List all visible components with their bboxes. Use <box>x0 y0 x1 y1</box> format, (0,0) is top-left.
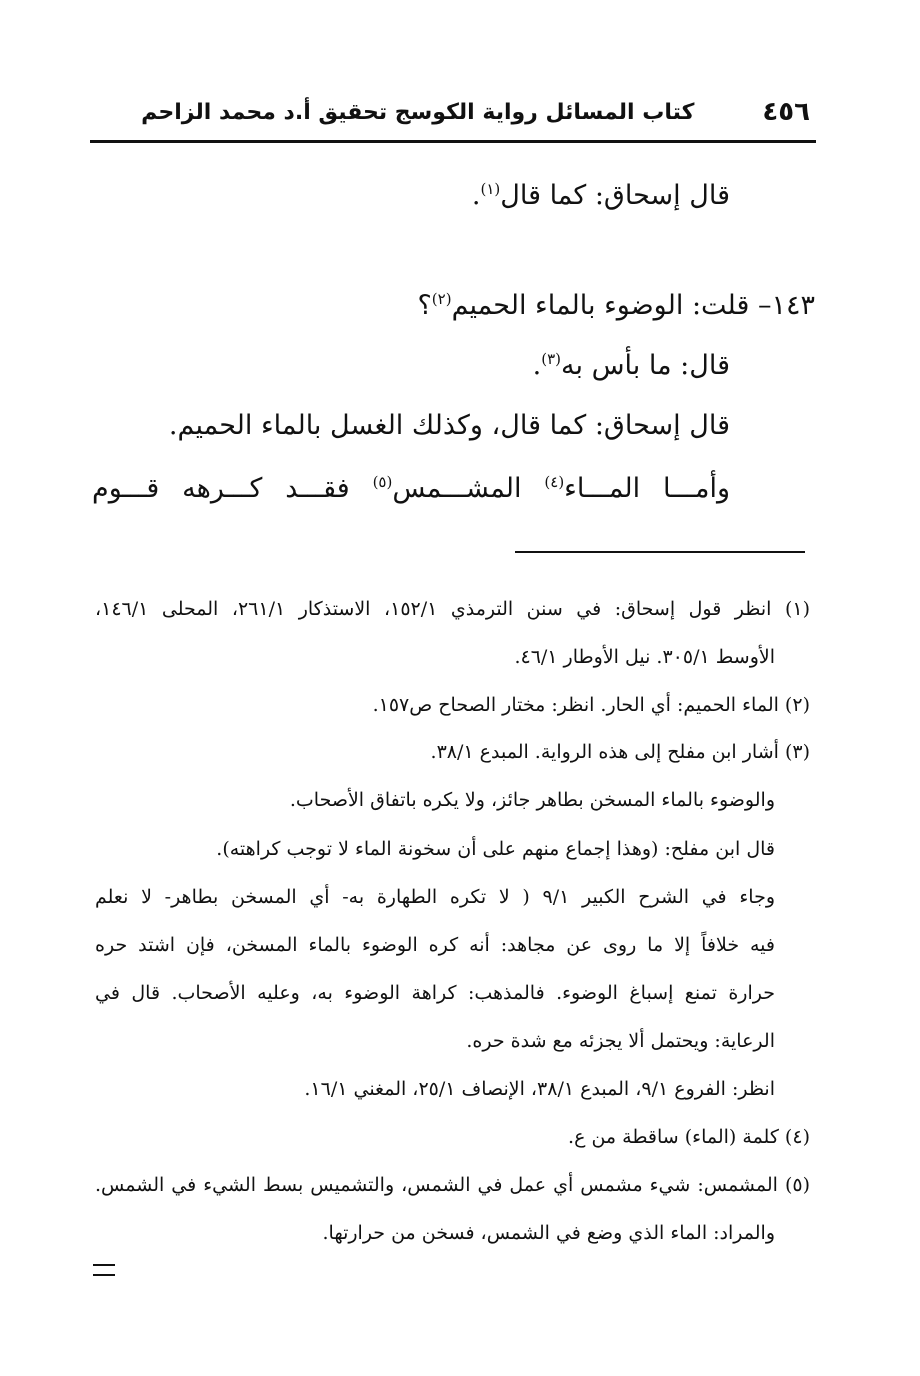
footnote-3-line-8: انظر: الفروع ٩/١، المبدع ٣٨/١، الإنصاف ٢٥/١، المغني ١٦/١. <box>304 1078 775 1100</box>
footnote-1-line-1: (١) انظر قول إسحاق: في سنن الترمذي ١٥٢/١، الاستذكار ٢٦١/١، المحلى ١٤٦/١، <box>95 598 811 620</box>
header-rule <box>90 140 816 143</box>
footnote-3-line-1: (٣) أشار ابن مفلح إلى هذه الرواية. المبدع ٣٨/١. <box>430 741 810 763</box>
footnote-3-line-7: الرعاية: ويحتمل ألا يجزئه مع شدة حره. <box>466 1030 775 1052</box>
footnote-ref-3[interactable]: (٣) <box>541 350 562 368</box>
footnote-2: (٢) الماء الحميم: أي الحار. انظر: مختار الصحاح ص١٥٧. <box>372 694 810 716</box>
footnote-1-line-2: الأوسط ٣٠٥/١. نيل الأوطار ٤٦/١. <box>514 646 775 668</box>
page-number: ٤٥٦ <box>762 97 810 127</box>
footnote-3-line-4: وجاء في الشرح الكبير ٩/١ ( لا تكره الطهارة به- أي المسخن بطاهر- لا نعلم <box>95 886 775 908</box>
footnote-3-line-3: قال ابن مفلح: (وهذا إجماع منهم على أن سخونة الماء لا توجب كراهته). <box>216 838 775 860</box>
footnote-ref-5[interactable]: (٥) <box>372 473 393 491</box>
answer-line: قال: ما بأس به$^{(٣)}$. <box>532 350 730 381</box>
footnote-separator <box>515 551 805 553</box>
main-line-sun-water: وأمـــا المـــاء$^{(٤)}$ المشـــمس$^{(٥)}$ فقـــد كـــرهه قـــوم <box>92 473 730 504</box>
footnote-ref-1[interactable]: (١) <box>480 180 501 198</box>
footnote-ref-4[interactable]: (٤) <box>544 473 565 491</box>
main-line-ishaq-1: قال إسحاق: كما قال$^{(١)}$. <box>471 180 730 211</box>
main-line-ishaq-2: قال إسحاق: كما قال، وكذلك الغسل بالماء الحميم. <box>168 410 730 441</box>
question-143: ١٤٣– قلت: الوضوء بالماء الحميم$^{(٢)}$؟ <box>417 290 815 321</box>
footnote-3-line-5: فيه خلافاً إلا ما روى عن مجاهد: أنه كره الوضوء بالماء المسخن، فإن اشتد حره <box>95 934 775 956</box>
footnote-5-line-2: والمراد: الماء الذي وضع في الشمس، فسخن من حرارتها. <box>322 1222 775 1244</box>
footnote-3-line-2: والوضوء بالماء المسخن بطاهر جائز، ولا يكره باتفاق الأصحاب. <box>289 789 775 811</box>
running-title: كتاب المسائل رواية الكوسج تحقيق أ.د محمد الزاحم <box>141 99 695 125</box>
footnote-ref-2[interactable]: (٢) <box>431 290 452 308</box>
footnote-5-line-1: (٥) المشمس: شيء مشمس أي عمل في الشمس، والتشميس بسط الشيء في الشمس. <box>95 1174 810 1196</box>
footnote-4: (٤) كلمة (الماء) ساقطة من ع. <box>568 1126 810 1148</box>
page-header <box>92 92 810 132</box>
continuation-mark <box>93 1264 115 1276</box>
footnote-3-line-6: حرارة تمنع إسباغ الوضوء. فالمذهب: كراهة الوضوء به، وعليه الأصحاب. قال في <box>95 982 775 1004</box>
